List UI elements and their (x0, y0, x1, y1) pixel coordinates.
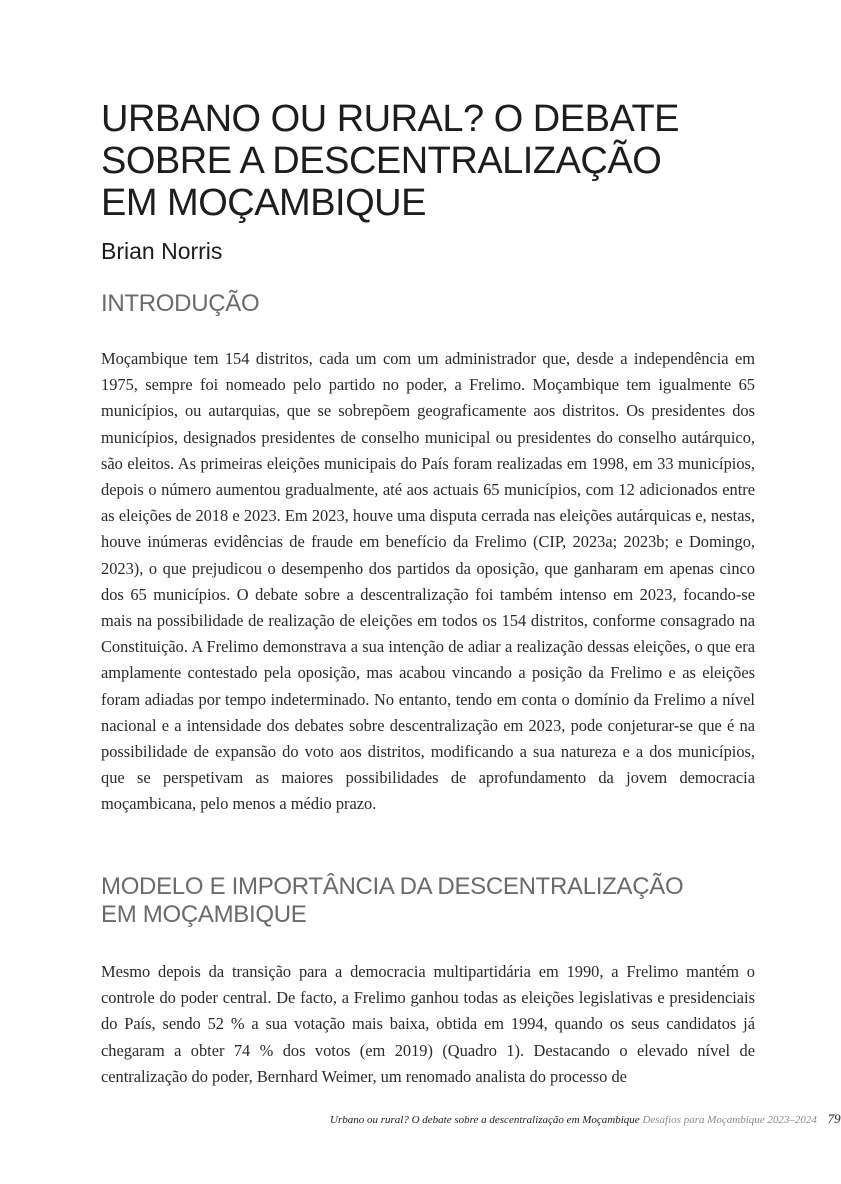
heading-line: EM MOÇAMBIQUE (101, 901, 307, 928)
heading-line: MODELO E IMPORTÂNCIA DA DESCENTRALIZAÇÃO (101, 873, 684, 900)
page-footer (330, 1111, 841, 1127)
page-number: 79 (827, 1111, 841, 1126)
heading-line: INTRODUÇÃO (101, 290, 260, 317)
section-heading-introducao (101, 290, 259, 318)
introduction-paragraph: Moçambique tem 154 distritos, cada um com um administrador que, desde a independência em 1975, sempre foi nomeado pelo partido no poder, a Frelimo. Moçambique tem igualmente 65 municípios, ou autarquias, que se sobrepõem geograficamente aos distritos. Os presidentes dos municípios, designados presidentes de conselho municipal ou presidentes do conselho autárquico, são eleitos. As primeiras eleições municipais do País foram realizadas em 1998, em 33 municípios, depois o número aumentou gradualmente, até aos actuais 65 municípios, com 12 adicionados entre as eleições de 2018 e 2023. Em 2023, houve uma disputa cerrada nas eleições autárquicas e, nestas, houve inúmeras evidências de fraude em benefício da Frelimo (CIP, 2023a; 2023b; e Domingo, 2023), o que prejudicou o desempenho dos partidos da oposição, que ganharam em apenas cinco dos 65 municípios. O debate sobre a descentralização foi também intenso em 2023, focando-se mais na possibilidade de realização de eleições em todos os 154 distritos, conforme consagrado na Constituição. A Frelimo demonstrava a sua intenção de adiar a realização dessas eleições, o que era amplamente contestado pela oposição, mas acabou vincando a posição da Frelimo e as eleições foram adiadas por tempo indeterminado. No entanto, tendo em conta o domínio da Frelimo a nível nacional e a intensidade dos debates sobre descentralização em 2023, pode conjeturar-se que é na possibilidade de expansão do voto aos distritos, modificando a sua natureza e a dos municípios, que se perspetivam as maiores possibilidades de aprofundamento da jovem democracia moçambicana, pelo menos a médio prazo. (101, 349, 755, 814)
title-line: EM MOÇAMBIQUE (101, 182, 426, 224)
author-name: Brian Norris (101, 238, 223, 264)
title-line: URBANO OU RURAL? O DEBATE (101, 98, 680, 140)
document-title (101, 98, 741, 224)
footer-chapter-title: Urbano ou rural? O debate sobre a descentralização em Moçambique (330, 1114, 640, 1126)
footer-book-title: Desafios para Moçambique 2023–2024 (642, 1114, 817, 1126)
title-line: SOBRE A DESCENTRALIZAÇÃO (101, 140, 662, 182)
section-heading-modelo (101, 873, 683, 929)
modelo-paragraph: Mesmo depois da transição para a democracia multipartidária em 1990, a Frelimo mantém o controle do poder central. De facto, a Frelimo ganhou todas as eleições legislativas e presidenciais do País, sendo 52 % a sua votação mais baixa, obtida em 1994, quando os seus candidatos já chegaram a obter 74 % dos votos (em 2019) (Quadro 1). Destacando o elevado nível de centralização do poder, Bernhard Weimer, um renomado analista do processo de (101, 962, 755, 1086)
